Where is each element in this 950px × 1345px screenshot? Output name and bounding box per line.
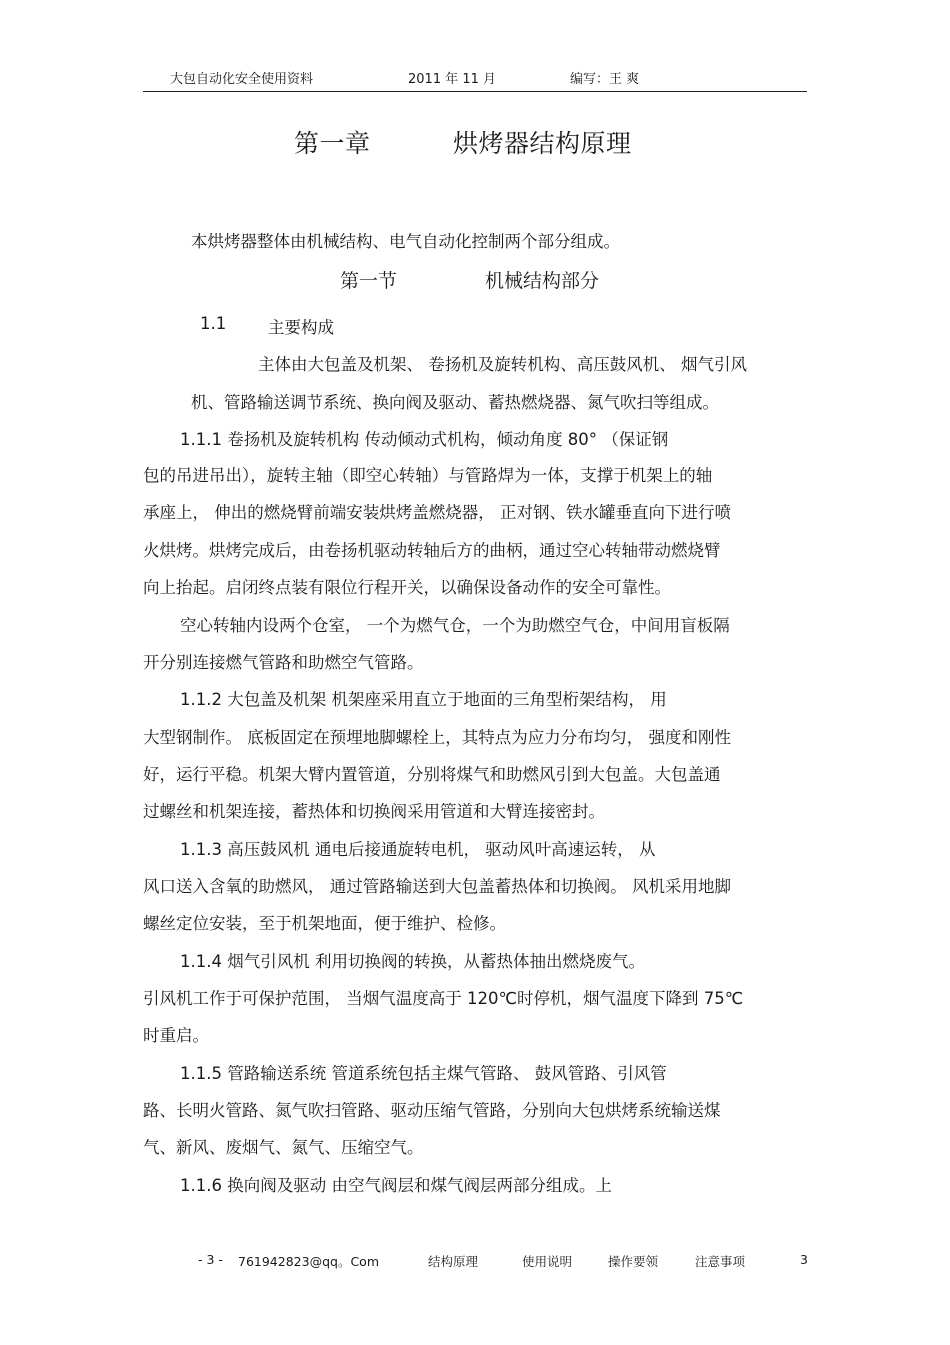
header-author: 编写：王 爽 — [570, 72, 640, 87]
body-line: 过螺丝和机架连接，蓄热体和切换阀采用管道和大臂连接密封。 — [143, 802, 605, 821]
header-date: 2011 年 11 月 — [408, 72, 497, 87]
body-line: 机、管路输送调节系统、换向阀及驱动、蓄热燃烧器、氮气吹扫等组成。 — [191, 393, 719, 412]
body-line: 开分别连接燃气管路和助燃空气管路。 — [143, 653, 424, 672]
subsection-title: 主要构成 — [268, 318, 334, 337]
body-line: 1.1.1 卷扬机及旋转机构 传动倾动式机构，倾动角度 80° （保证钢 — [180, 430, 669, 449]
body-line: 螺丝定位安装，至于机架地面，便于维护、检修。 — [143, 914, 506, 933]
body-line: 1.1.6 换向阀及驱动 由空气阀层和煤气阀层两部分组成。上 — [180, 1176, 612, 1195]
body-line: 风口送入含氧的助燃风， 通过管路输送到大包盖蓄热体和切换阀。 风机采用地脚 — [143, 877, 731, 896]
subsection-number: 1.1 — [200, 314, 227, 333]
body-line: 主体由大包盖及机架、 卷扬机及旋转机构、高压鼓风机、 烟气引风 — [258, 355, 747, 374]
body-line: 火烘烤。烘烤完成后，由卷扬机驱动转轴后方的曲柄，通过空心转轴带动燃烧臂 — [143, 541, 721, 560]
chapter-number: 第一章 — [294, 129, 371, 158]
body-line: 时重启。 — [143, 1026, 209, 1045]
section-number: 第一节 — [340, 270, 398, 292]
footer-item-notes: 注意事项 — [695, 1254, 746, 1269]
footer-item-operation: 操作要领 — [608, 1254, 659, 1269]
body-line: 引风机工作于可保护范围， 当烟气温度高于 120℃时停机，烟气温度下降到 75℃ — [143, 989, 744, 1008]
footer-page-marker: - 3 - — [198, 1252, 223, 1267]
footer-item-usage: 使用说明 — [522, 1254, 573, 1269]
chapter-title: 烘烤器结构原理 — [453, 129, 632, 158]
intro-paragraph: 本烘烤器整体由机械结构、电气自动化控制两个部分组成。 — [191, 232, 620, 251]
body-line: 1.1.5 管路输送系统 管道系统包括主煤气管路、 鼓风管路、引风管 — [180, 1064, 667, 1083]
body-line: 气、新风、废烟气、氮气、压缩空气。 — [143, 1138, 424, 1157]
body-line: 向上抬起。启闭终点装有限位行程开关，以确保设备动作的安全可靠性。 — [143, 578, 671, 597]
section-title: 机械结构部分 — [485, 270, 600, 292]
footer-page-number: 3 — [800, 1252, 808, 1267]
body-line: 1.1.2 大包盖及机架 机架座采用直立于地面的三角型桁架结构， 用 — [180, 690, 667, 709]
body-line: 空心转轴内设两个仓室， 一个为燃气仓，一个为助燃空气仓，中间用盲板隔 — [180, 616, 730, 635]
footer-item-structure: 结构原理 — [428, 1254, 479, 1269]
body-line: 包的吊进吊出），旋转主轴（即空心转轴）与管路焊为一体，支撑于机架上的轴 — [143, 466, 713, 485]
body-line: 1.1.3 高压鼓风机 通电后接通旋转电机， 驱动风叶高速运转， 从 — [180, 840, 656, 859]
body-line: 承座上， 伸出的燃烧臂前端安装烘烤盖燃烧器， 正对钢、铁水罐垂直向下进行喷 — [143, 503, 731, 522]
body-line: 路、长明火管路、氮气吹扫管路、驱动压缩气管路，分别向大包烘烤系统输送煤 — [143, 1101, 721, 1120]
header-divider — [143, 91, 807, 92]
body-line: 好，运行平稳。机架大臂内置管道，分别将煤气和助燃风引到大包盖。大包盖通 — [143, 765, 721, 784]
footer-email: 761942823@qq。Com — [238, 1254, 379, 1269]
body-line: 大型钢制作。 底板固定在预埋地脚螺栓上，其特点为应力分布均匀， 强度和刚性 — [143, 728, 731, 747]
header-doc-title: 大包自动化安全使用资料 — [170, 72, 314, 87]
body-line: 1.1.4 烟气引风机 利用切换阀的转换，从蓄热体抽出燃烧废气。 — [180, 952, 645, 971]
